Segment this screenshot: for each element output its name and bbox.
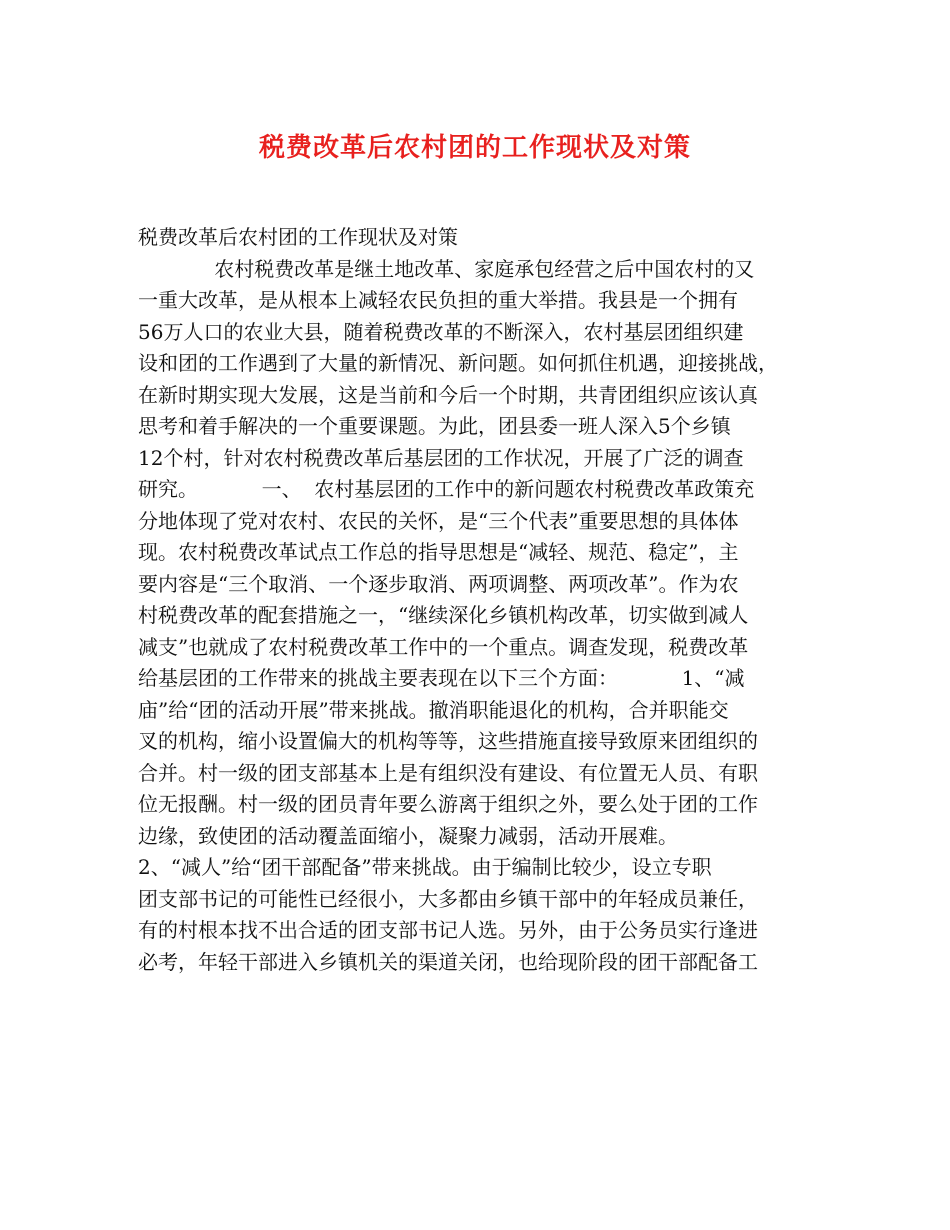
- body-line: 有的村根本找不出合适的团支部书记人选。另外，由于公务员实行逢进: [138, 918, 758, 942]
- body-line: 合并。村一级的团支部基本上是有组织没有建设、有位置无人员、有职: [138, 760, 758, 785]
- body-line: 位无报酬。村一级的团员青年要么游离于组织之外，要么处于团的工作: [138, 792, 758, 816]
- body-line: 庙”给“团的活动开展”带来挑战。撤消职能退化的机构，合并职能交: [138, 697, 729, 722]
- body-line: 减支”也就成了农村税费改革工作中的一个重点。调查发现，税费改革: [138, 634, 749, 659]
- document-title: 税费改革后农村团的工作现状及对策: [258, 133, 691, 163]
- body-line: 56万人口的农业大县，随着税费改革的不断深入，农村基层团组织建: [138, 319, 744, 344]
- body-line: 分地体现了党对农村、农民的关怀，是“三个代表”重要思想的具体体: [138, 508, 739, 533]
- body-line: 设和团的工作遇到了大量的新情况、新问题。如何抓住机遇，迎接挑战，: [138, 351, 778, 375]
- body-line: 给基层团的工作带来的挑战主要表现在以下三个方面： 1、“减: [138, 666, 745, 690]
- body-line: 2、“减人”给“团干部配备”带来挑战。由于编制比较少，设立专职: [138, 855, 712, 879]
- body-line: 12个村，针对农村税费改革后基层团的工作状况，开展了广泛的调查: [138, 445, 744, 470]
- body-line: 村税费改革的配套措施之一，“继续深化乡镇机构改革，切实做到减人: [138, 603, 749, 627]
- body-line: 要内容是“三个取消、一个逐步取消、两项调整、两项改革”。作为农: [138, 571, 739, 596]
- body-line: 研究。 一、 农村基层团的工作中的新问题农村税费改革政策充: [138, 477, 755, 501]
- body-line: 税费改革后农村团的工作现状及对策: [138, 225, 458, 249]
- body-line: 团支部书记的可能性已经很小，大多都由乡镇干部中的年轻成员兼任，: [138, 886, 758, 911]
- body-line: 在新时期实现大发展，这是当前和今后一个时期，共青团组织应该认真: [138, 382, 758, 407]
- body-line: 现。农村税费改革试点工作总的指导思想是“减轻、规范、稳定”，主: [138, 540, 739, 564]
- document-body: [138, 222, 818, 978]
- body-line: 叉的机构，缩小设置偏大的机构等等，这些措施直接导致原来团组织的: [138, 729, 758, 753]
- body-line: 农村税费改革是继土地改革、家庭承包经营之后中国农村的又: [138, 256, 755, 281]
- body-line: 边缘，致使团的活动覆盖面缩小，凝聚力减弱，活动开展难。: [138, 823, 678, 848]
- body-line: 思考和着手解决的一个重要课题。为此，团县委一班人深入5个乡镇: [138, 414, 731, 438]
- body-line: 必考，年轻干部进入乡镇机关的渠道关闭，也给现阶段的团干部配备工: [138, 949, 758, 974]
- body-line: 一重大改革，是从根本上减轻农民负担的重大举措。我县是一个拥有: [138, 288, 738, 312]
